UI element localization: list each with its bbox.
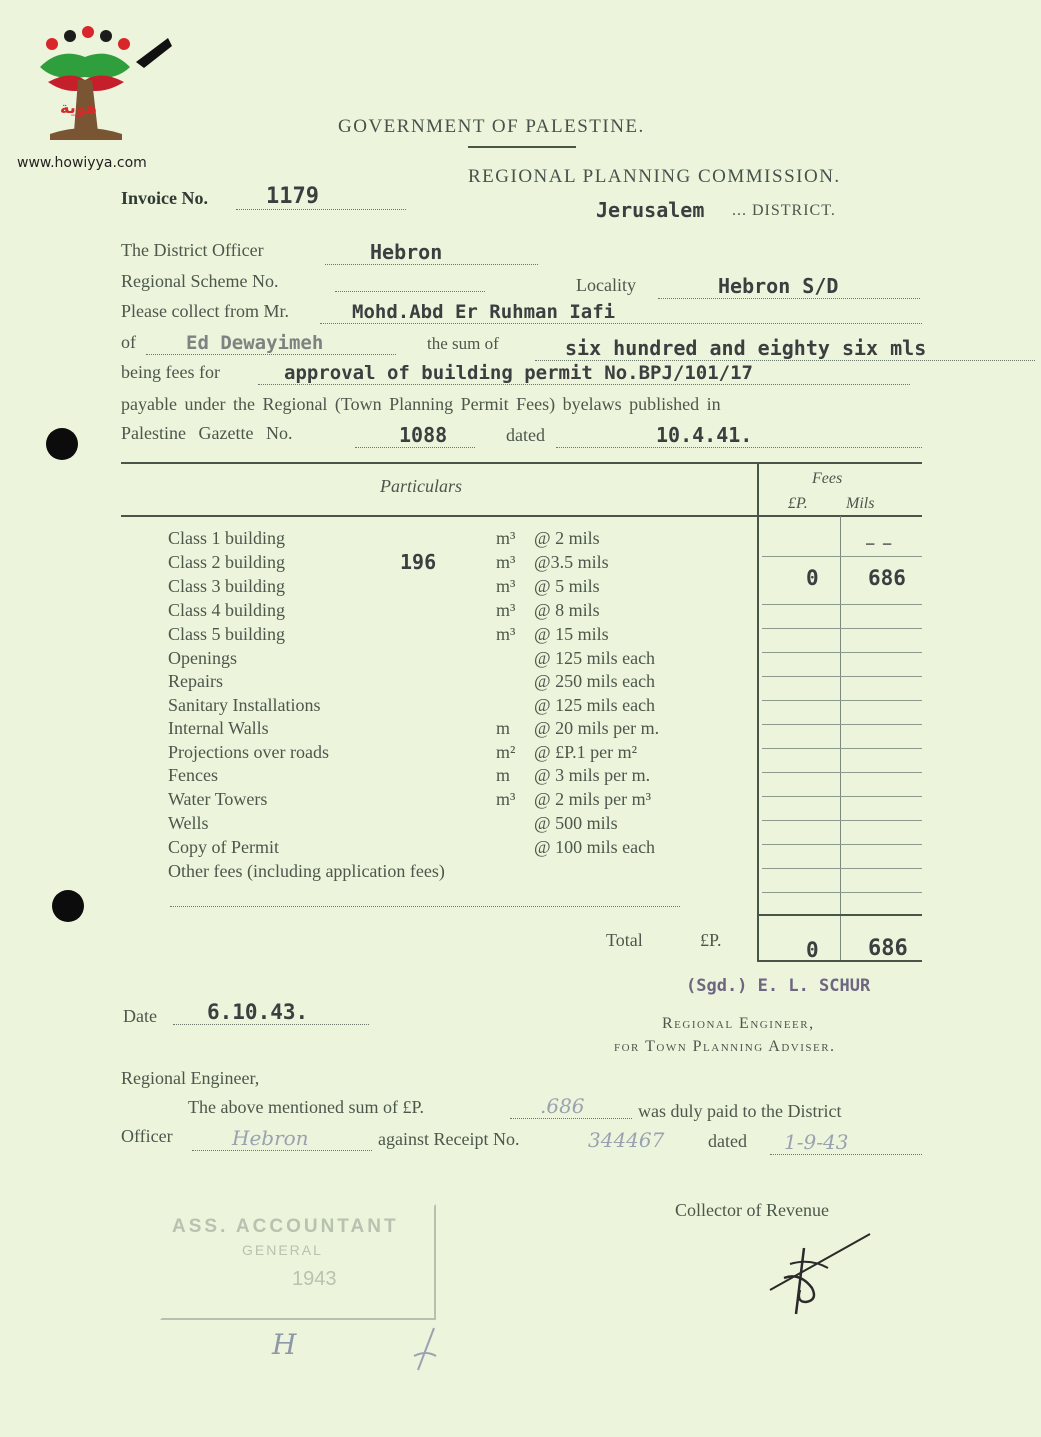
row-rate: @ 2 mils per m³: [534, 789, 651, 809]
row-qty: 196: [400, 550, 437, 574]
row-label: Water Towers: [168, 789, 268, 809]
row-unit: m³: [496, 624, 516, 644]
of-label: of: [121, 332, 136, 352]
particulars-header: Particulars: [380, 476, 463, 496]
row-rate: @ 125 mils each: [534, 648, 656, 668]
invoice-label: Invoice No.: [121, 188, 208, 208]
total-currency: £P.: [700, 930, 722, 950]
total-label: Total: [606, 930, 643, 950]
table-mils-divider: [840, 516, 841, 962]
row-label: Class 3 building: [168, 576, 286, 596]
total-lp: 0: [806, 938, 819, 962]
row-rate: @ £P.1 per m²: [534, 742, 637, 762]
lp-header: £P.: [788, 495, 808, 512]
row-rate: @ 3 mils per m.: [534, 765, 651, 785]
row-rate: @ 500 mils: [534, 813, 618, 833]
row-mils: 686: [868, 566, 906, 590]
locality-label: Locality: [576, 275, 636, 295]
row-unit: m³: [496, 552, 516, 572]
punch-hole-bottom: [52, 890, 84, 922]
locality-value: Hebron S/D: [658, 274, 920, 299]
row-rate: @ 5 mils: [534, 576, 600, 596]
receipt-number: 344467: [588, 1128, 665, 1152]
accountant-stamp: [160, 1204, 436, 1320]
row-rate: @ 250 mils each: [534, 671, 656, 691]
fees-for-label: being fees for: [121, 362, 220, 382]
heading-rule: [468, 146, 576, 148]
sum-value: six hundred and eighty six mls: [535, 336, 1035, 361]
receipt-dated-label: dated: [708, 1131, 747, 1151]
receipt-officer-label: Officer: [121, 1126, 173, 1146]
collector-signature: [760, 1228, 880, 1332]
row-label: Class 4 building: [168, 600, 286, 620]
row-unit: m³: [496, 600, 516, 620]
receipt-amount: .686: [510, 1094, 632, 1119]
mils-header: Mils: [846, 495, 875, 512]
date-value: 6.10.43.: [173, 1000, 369, 1025]
row-mils: — —: [866, 536, 892, 552]
receipt-line1-end: was duly paid to the District: [638, 1101, 842, 1121]
row-label: Openings: [168, 648, 237, 668]
receipt-line1-start: The above mentioned sum of £P.: [188, 1097, 424, 1117]
row-label: Class 2 building: [168, 552, 286, 572]
collect-label: Please collect from Mr.: [121, 301, 289, 321]
cell-separator: [762, 892, 922, 893]
collector-label: Collector of Revenue: [675, 1200, 829, 1220]
row-lp: 0: [806, 566, 819, 590]
gazette-number: 1088: [355, 423, 475, 448]
scheme-value: [335, 271, 485, 292]
row-unit: m³: [496, 789, 516, 809]
row-label: Fences: [168, 765, 218, 785]
stamp-initials: H: [272, 1328, 297, 1361]
row-label: Projections over roads: [168, 742, 329, 762]
stamp-line2: GENERAL: [242, 1242, 323, 1258]
cell-separator: [762, 724, 922, 725]
row-label: Class 1 building: [168, 528, 286, 548]
of-value: Ed Dewayimeh: [146, 332, 396, 355]
cell-separator: [762, 676, 922, 677]
district-officer-value: Hebron: [325, 240, 538, 265]
row-rate: @ 2 mils: [534, 528, 600, 548]
table-header-rule: [121, 515, 922, 517]
district-value: Jerusalem: [596, 198, 705, 222]
engineer-title: Regional Engineer,: [662, 1015, 815, 1032]
engineer-subtitle: for Town Planning Adviser.: [614, 1038, 836, 1055]
sum-label: the sum of: [427, 334, 499, 353]
signature-icon: [760, 1228, 880, 1328]
row-rate: @ 15 mils: [534, 624, 609, 644]
cell-separator: [762, 700, 922, 701]
corner-ink-mark: [132, 34, 176, 74]
row-rate: @ 100 mils each: [534, 837, 656, 857]
signed-by: (Sgd.) E. L. SCHUR: [686, 976, 871, 996]
row-label: Internal Walls: [168, 718, 269, 738]
row-unit: m: [496, 718, 511, 738]
row-label: Repairs: [168, 671, 223, 691]
cell-separator: [762, 652, 922, 653]
row-unit: m³: [496, 576, 516, 596]
cell-separator: [762, 868, 922, 869]
row-rate: @ 8 mils: [534, 600, 600, 620]
watermark-site: www.howiyya.com: [17, 155, 147, 171]
stamp-line1: ASS. ACCOUNTANT: [172, 1216, 399, 1237]
commission-heading: REGIONAL PLANNING COMMISSION.: [468, 166, 841, 187]
row-rate: @3.5 mils: [534, 552, 609, 572]
gazette-date: 10.4.41.: [556, 423, 922, 448]
watermark-logo: [30, 22, 140, 152]
cell-separator: [762, 556, 922, 557]
invoice-number: 1179: [236, 184, 406, 210]
district-suffix: ... DISTRICT.: [732, 202, 836, 219]
other-fees-line: [170, 896, 680, 907]
tree-logo-icon: [30, 22, 140, 152]
table-total-rule: [757, 914, 922, 916]
row-rate: @ 125 mils each: [534, 695, 656, 715]
receipt-no-label: against Receipt No.: [378, 1129, 520, 1149]
collect-value: Mohd.Abd Er Ruhman Iafi: [320, 301, 922, 324]
date-label: Date: [123, 1006, 157, 1026]
row-rate: @ 20 mils per m.: [534, 718, 660, 738]
receipt-date: 1-9-43: [770, 1130, 922, 1155]
table-top-rule: [121, 462, 922, 464]
total-mils: 686: [868, 936, 908, 961]
cell-separator: [762, 796, 922, 797]
row-unit: m: [496, 765, 511, 785]
row-unit: m²: [496, 742, 516, 762]
watermark-arabic-text: هوية: [60, 98, 97, 117]
stamp-initials-mark: [410, 1326, 440, 1376]
receipt-addressee: Regional Engineer,: [121, 1068, 260, 1088]
table-fees-divider: [757, 464, 759, 962]
row-unit: m³: [496, 528, 516, 548]
cell-separator: [762, 844, 922, 845]
cell-separator: [762, 628, 922, 629]
stamp-line3: 1943: [292, 1268, 337, 1290]
gazette-label: Palestine Gazette No.: [121, 423, 293, 443]
row-label: Other fees (including application fees): [168, 861, 445, 881]
government-heading: GOVERNMENT OF PALESTINE.: [338, 116, 645, 137]
cell-separator: [762, 604, 922, 605]
scheme-label: Regional Scheme No.: [121, 271, 279, 291]
cell-separator: [762, 748, 922, 749]
fees-header: Fees: [812, 470, 843, 487]
row-label: Wells: [168, 813, 209, 833]
row-label: Copy of Permit: [168, 837, 279, 857]
byelaws-line: payable under the Regional (Town Planning Permit Fees) byelaws published in: [121, 394, 721, 414]
fees-for-value: approval of building permit No.BPJ/101/17: [258, 362, 910, 385]
cell-separator: [762, 820, 922, 821]
row-label: Class 5 building: [168, 624, 286, 644]
district-officer-label: The District Officer: [121, 240, 264, 260]
punch-hole-top: [46, 428, 78, 460]
cell-separator: [762, 772, 922, 773]
receipt-officer-value: Hebron: [192, 1126, 372, 1151]
row-label: Sanitary Installations: [168, 695, 321, 715]
dated-label: dated: [506, 425, 545, 445]
